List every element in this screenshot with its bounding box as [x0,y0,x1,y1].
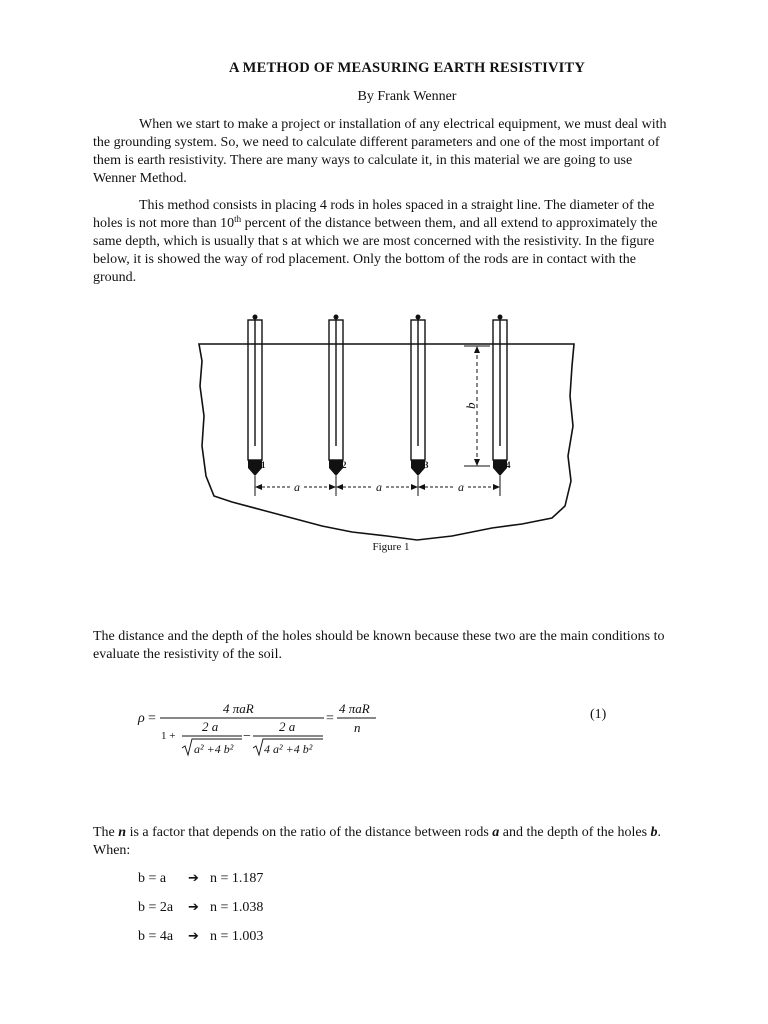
arrow-right-icon: ➔ [188,900,199,915]
case-row [138,870,263,899]
spacing-dimension [255,476,500,496]
spacing-label-a-1: a [294,480,300,494]
formula-equals-2: = [326,711,334,726]
rod-3 [411,315,425,477]
formula-minus: − [243,729,251,744]
case-condition: b = a [138,871,167,886]
paragraph-n-factor [93,824,675,860]
formula-n: n [354,720,361,735]
text-span: The [93,825,119,840]
formula-one-plus: 1 + [161,730,176,742]
formula-equals-1: = [148,711,156,726]
arrow-right-icon: ➔ [188,929,199,944]
case-row [138,899,263,928]
formula-root2: 4 a² +4 b² [264,742,313,756]
formula-frac1-numerator: 2 a [202,719,219,734]
paragraph-distance-depth: The distance and the depth of the holes should be known because these two are the main conditions to evaluate the resistivity of the soil. [93,629,665,662]
paragraph-method-text-cont: percent of the distance between them, and all extend to approximately the same depth, which is usually that s at which we are most concerned with the resistivity. In the figure below, it is showed the way of rod placement. Only the bottom of the rods are in contact with the ground. [93,216,658,285]
depth-label-b: b [463,402,478,409]
rod-label-1: 1 [261,460,266,470]
text-span: . When: [93,825,662,858]
formula-frac2-numerator: 2 a [279,719,296,734]
case-row [138,928,263,957]
document-title: A METHOD OF MEASURING EARTH RESISTIVITY [228,60,586,76]
depth-dimension [463,346,490,466]
case-condition: b = 4a [138,929,174,944]
rod-label-4: 4 [506,460,511,470]
text-span: and the depth of the holes [499,825,651,840]
case-result: n = 1.003 [210,929,264,944]
spacing-label-a-3: a [458,480,464,494]
formula-root1: a² +4 b² [194,742,234,756]
rod-4 [493,315,507,477]
resistivity-formula [130,698,430,762]
rod-label-2: 2 [342,460,347,470]
equation-number: (1) [590,707,607,722]
spacing-label-a-2: a [376,480,382,494]
n-factor-cases [138,870,263,957]
case-condition: b = 2a [138,900,174,915]
case-result: n = 1.187 [210,871,264,886]
formula-numerator: 4 πaR [223,701,254,716]
paragraph-method-text: This method consists in placing 4 rods in holes spaced in a straight line. The diameter of the holes is not more than 10 [93,198,655,231]
rod-label-3: 3 [424,460,429,470]
var-b: b [650,825,658,840]
var-a: a [492,825,500,840]
formula-numerator-2: 4 πaR [339,701,370,716]
arrow-right-icon: ➔ [188,871,199,886]
rod-2 [329,315,343,477]
paragraph-intro: When we start to make a project or installation of any electrical equipment, we must deal with the grounding system. So, we need to calculate different parameters and one of the most important of them is earth resistivity. There are many ways to calculate it, in this material we are going to use Wenner Method. [93,117,667,186]
case-result: n = 1.038 [210,900,264,915]
rod-1 [248,315,262,477]
wenner-rod-figure [192,306,576,544]
document-author: By Frank Wenner [357,89,457,104]
text-span: is a factor that depends on the ratio of the distance between rods [126,825,493,840]
paragraph-method [93,197,675,287]
var-n: n [118,825,127,840]
figure-caption: Figure 1 [372,541,410,553]
superscript-th: th [234,214,242,224]
formula-rho: ρ [138,711,145,726]
